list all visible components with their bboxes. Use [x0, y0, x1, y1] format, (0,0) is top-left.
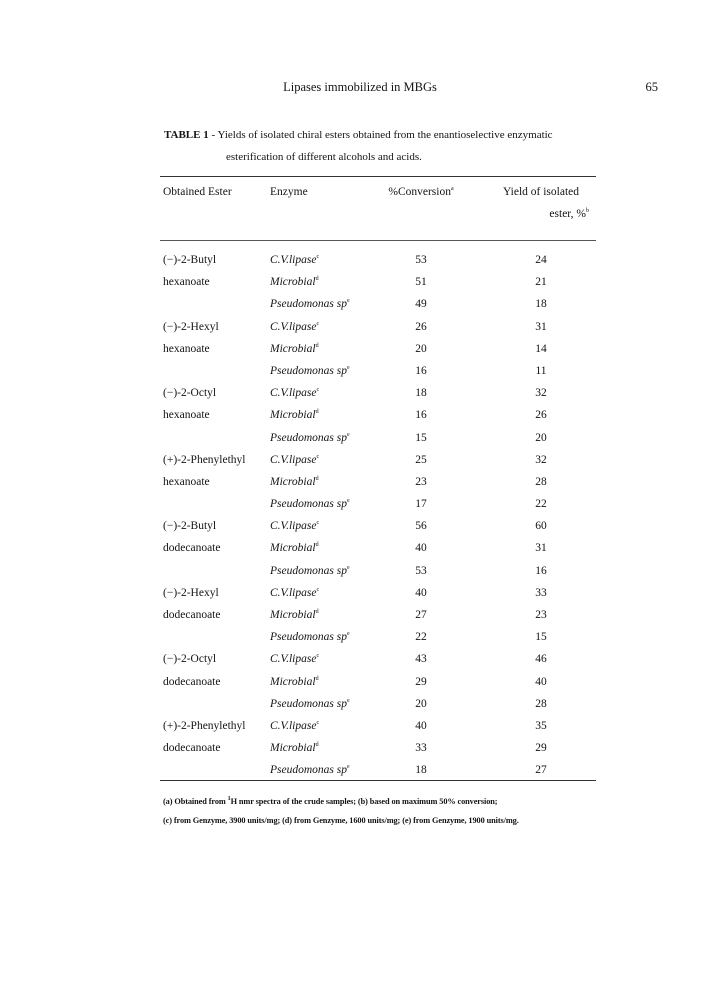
cell-conversion: 22	[415, 631, 427, 644]
cell-yield: 32	[535, 387, 547, 400]
cell-enzyme-text: Microbial	[270, 276, 316, 289]
cell-yield: 27	[535, 764, 547, 777]
cell-ester: (−)-2-Butyl	[163, 520, 217, 533]
cell-conversion: 49	[415, 298, 427, 311]
caption-text-1: - Yields of isolated chiral esters obtained from the enantioselective enzymatic	[208, 129, 553, 141]
cell-enzyme-sup: d	[315, 609, 319, 616]
footnote-line-1	[163, 792, 603, 811]
table-row	[0, 674, 720, 696]
cell-ester: dodecanoate	[163, 742, 221, 755]
table-row	[0, 407, 720, 429]
cell-ester: hexanoate	[163, 475, 210, 488]
header-ester: Obtained Ester	[163, 186, 232, 198]
cell-enzyme-text: Pseudomonas sp	[270, 697, 347, 710]
cell-conversion: 16	[415, 364, 427, 377]
table-row	[0, 740, 720, 762]
cell-enzyme-sup: e	[347, 764, 350, 771]
cell-conversion: 40	[415, 542, 427, 555]
cell-enzyme-sup: c	[316, 720, 320, 727]
cell-enzyme-sup: c	[316, 387, 320, 394]
cell-enzyme-sup: c	[316, 453, 320, 460]
cell-enzyme-sup: c	[316, 254, 320, 261]
cell-conversion: 51	[415, 276, 427, 289]
table-row	[0, 629, 720, 651]
table-row	[0, 385, 720, 407]
cell-conversion: 17	[415, 498, 427, 511]
cell-ester: (+)-2-Phenylethyl	[163, 453, 246, 466]
table-caption	[164, 124, 634, 168]
cell-enzyme-text: Pseudomonas sp	[270, 298, 347, 311]
cell-yield: 32	[535, 453, 547, 466]
cell-enzyme-sup: d	[315, 342, 319, 349]
cell-enzyme-text: Pseudomonas sp	[270, 564, 347, 577]
cell-ester: hexanoate	[163, 342, 210, 355]
table-row	[0, 363, 720, 385]
table-row	[0, 296, 720, 318]
cell-enzyme-text: C.V.lipase	[270, 520, 317, 533]
table-row	[0, 518, 720, 540]
cell-yield: 46	[535, 653, 547, 666]
table-row	[0, 718, 720, 740]
table-row	[0, 696, 720, 718]
cell-enzyme-text: C.V.lipase	[270, 387, 317, 400]
table-row	[0, 540, 720, 562]
cell-enzyme-text: C.V.lipase	[270, 653, 317, 666]
cell-yield: 33	[535, 586, 547, 599]
cell-enzyme-sup: c	[316, 320, 320, 327]
cell-enzyme-text: C.V.lipase	[270, 254, 317, 266]
footnote-1-post: H nmr spectra of the crude samples; (b) based on maximum 50% conversion;	[230, 797, 498, 806]
cell-conversion: 23	[415, 475, 427, 488]
cell-conversion: 53	[415, 564, 427, 577]
cell-enzyme-sup: e	[347, 365, 350, 372]
cell-enzyme-sup: d	[315, 276, 319, 283]
cell-yield: 15	[535, 631, 547, 644]
cell-enzyme-sup: d	[315, 675, 319, 682]
cell-conversion: 53	[415, 254, 427, 266]
cell-ester: (−)-2-Butyl	[163, 254, 217, 266]
cell-yield: 35	[535, 719, 547, 732]
cell-ester: dodecanoate	[163, 609, 221, 621]
cell-conversion: 29	[415, 675, 427, 688]
table-row	[0, 252, 720, 274]
cell-yield: 24	[535, 254, 547, 266]
cell-enzyme-text: Microbial	[270, 609, 316, 621]
cell-enzyme-sup: c	[316, 653, 320, 660]
cell-conversion: 18	[415, 764, 427, 777]
table-row	[0, 651, 720, 673]
cell-yield: 31	[535, 542, 547, 555]
cell-enzyme-text: C.V.lipase	[270, 320, 317, 333]
running-head: Lipases immobilized in MBGs	[283, 80, 437, 94]
cell-conversion: 40	[415, 586, 427, 599]
cell-enzyme-sup: e	[347, 697, 350, 704]
table-row	[0, 496, 720, 518]
caption-line-2: esterification of different alcohols and acids.	[226, 151, 422, 163]
cell-conversion: 25	[415, 453, 427, 466]
cell-ester: hexanoate	[163, 276, 210, 289]
table-row	[0, 474, 720, 496]
cell-enzyme-sup: d	[315, 542, 319, 549]
cell-yield: 14	[535, 342, 547, 355]
cell-yield: 26	[535, 409, 547, 422]
caption-label: TABLE 1	[164, 129, 209, 141]
footnote-1-sup: 1	[227, 796, 231, 803]
cell-enzyme-text: C.V.lipase	[270, 453, 317, 466]
cell-yield: 28	[535, 475, 547, 488]
cell-enzyme-sup: d	[315, 742, 319, 749]
cell-ester: (−)-2-Hexyl	[163, 320, 219, 333]
cell-yield: 60	[535, 520, 547, 533]
footnote-1-pre: (a) Obtained from	[163, 797, 228, 806]
cell-enzyme-text: Microbial	[270, 542, 316, 555]
table-row	[0, 452, 720, 474]
table-footnotes	[163, 792, 603, 830]
cell-yield: 11	[535, 364, 547, 377]
cell-enzyme-text: C.V.lipase	[270, 586, 317, 599]
footnote-line-2: (c) from Genzyme, 3900 units/mg; (d) from Genzyme, 1600 units/mg; (e) from Genzyme, 1900 units/mg.	[163, 816, 519, 825]
cell-conversion: 56	[415, 520, 427, 533]
cell-yield: 31	[535, 320, 547, 333]
header-enzyme: Enzyme	[270, 186, 308, 198]
cell-ester: (−)-2-Octyl	[163, 653, 217, 666]
cell-yield: 20	[535, 431, 547, 444]
cell-enzyme-sup: c	[316, 586, 320, 593]
table-bottom-rule	[160, 780, 596, 781]
table-top-rule	[160, 176, 596, 177]
cell-conversion: 18	[415, 387, 427, 400]
cell-conversion: 27	[415, 609, 427, 621]
caption-line-1	[164, 124, 634, 146]
page-number: 65	[645, 80, 658, 94]
cell-conversion: 26	[415, 320, 427, 333]
header-conversion-sup: a	[450, 186, 454, 193]
table-row	[0, 430, 720, 452]
header-conversion-text: %Conversion	[388, 186, 451, 198]
cell-enzyme-text: Microbial	[270, 675, 316, 688]
cell-ester: (−)-2-Hexyl	[163, 586, 219, 599]
cell-enzyme-sup: e	[347, 564, 350, 571]
cell-yield: 29	[535, 742, 547, 755]
table-row	[0, 585, 720, 607]
cell-yield: 16	[535, 564, 547, 577]
cell-enzyme-text: Pseudomonas sp	[270, 764, 347, 777]
cell-ester: hexanoate	[163, 409, 210, 422]
header-conversion	[366, 186, 476, 198]
cell-enzyme-text: Microbial	[270, 409, 316, 422]
cell-conversion: 20	[415, 697, 427, 710]
cell-enzyme-text: Pseudomonas sp	[270, 631, 347, 644]
table-row	[0, 762, 720, 784]
cell-enzyme-text: C.V.lipase	[270, 719, 317, 732]
cell-enzyme-text: Microbial	[270, 475, 316, 488]
cell-conversion: 20	[415, 342, 427, 355]
cell-ester: (−)-2-Octyl	[163, 387, 217, 400]
cell-yield: 18	[535, 298, 547, 311]
cell-enzyme-sup: d	[315, 476, 319, 483]
cell-enzyme-sup: d	[315, 409, 319, 416]
cell-enzyme-sup: e	[347, 498, 350, 505]
cell-enzyme-sup: e	[347, 298, 350, 305]
header-yield-text: ester, %	[549, 208, 586, 220]
cell-conversion: 40	[415, 719, 427, 732]
table-row	[0, 563, 720, 585]
header-yield-sup: b	[586, 208, 589, 215]
header-yield-line-2	[487, 208, 595, 220]
table-header-row	[0, 186, 720, 230]
cell-enzyme-text: Microbial	[270, 342, 316, 355]
cell-conversion: 43	[415, 653, 427, 666]
cell-enzyme-text: Pseudomonas sp	[270, 431, 347, 444]
cell-ester: dodecanoate	[163, 675, 221, 688]
cell-ester: dodecanoate	[163, 542, 221, 555]
cell-yield: 21	[535, 276, 547, 289]
table-row	[0, 319, 720, 341]
cell-yield: 28	[535, 697, 547, 710]
table-row	[0, 274, 720, 296]
cell-enzyme-text: Pseudomonas sp	[270, 364, 347, 377]
cell-conversion: 15	[415, 431, 427, 444]
table-row	[0, 341, 720, 363]
cell-conversion: 33	[415, 742, 427, 755]
cell-enzyme-sup: e	[347, 431, 350, 438]
cell-yield: 40	[535, 675, 547, 688]
cell-enzyme-text: Microbial	[270, 742, 316, 755]
cell-enzyme-sup: e	[347, 631, 350, 638]
header-yield-line-1: Yield of isolated	[502, 186, 579, 198]
cell-yield: 22	[535, 498, 547, 511]
cell-yield: 23	[535, 609, 547, 621]
cell-conversion: 16	[415, 409, 427, 422]
cell-enzyme-text: Pseudomonas sp	[270, 498, 347, 511]
cell-enzyme-sup: c	[316, 520, 320, 527]
table-header-rule	[160, 240, 596, 241]
table-row	[0, 607, 720, 629]
cell-ester: (+)-2-Phenylethyl	[163, 719, 246, 732]
table-body	[0, 252, 720, 785]
